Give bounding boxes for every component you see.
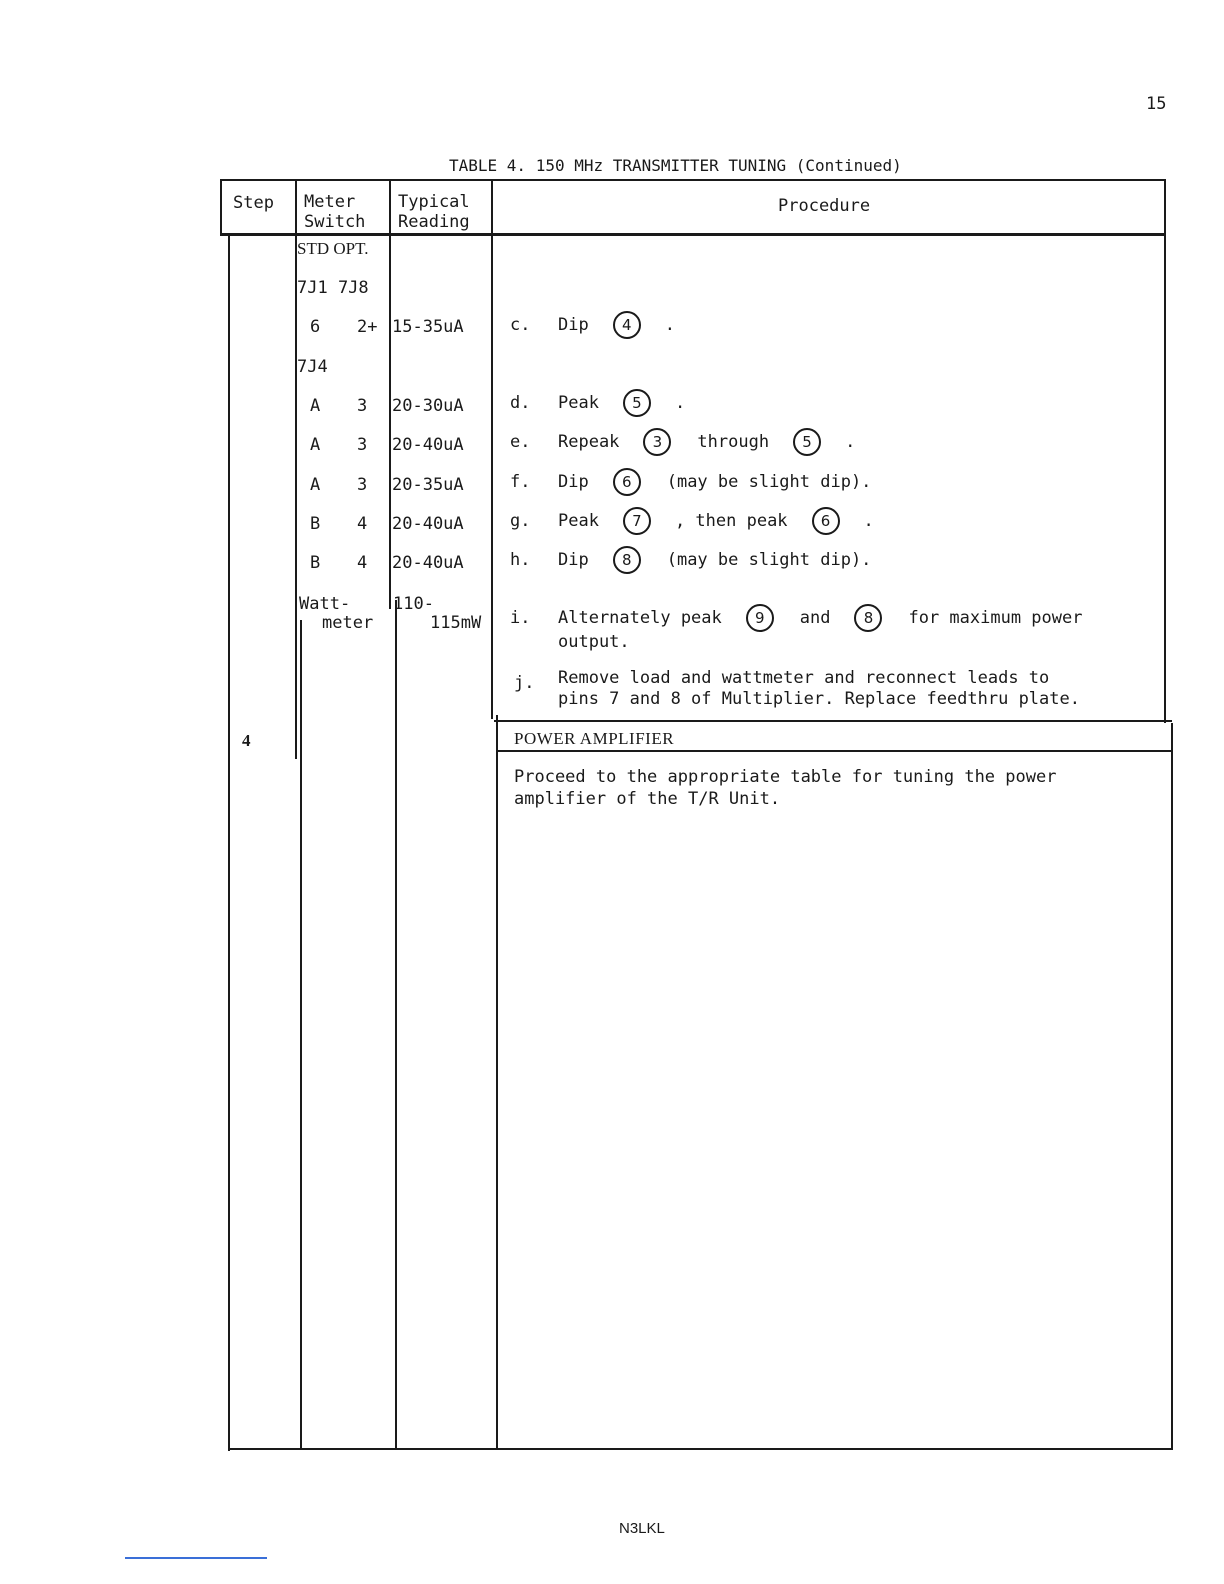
- header-switch: Switch: [304, 212, 366, 232]
- circled-7-icon: 7: [623, 507, 651, 535]
- switch-d-opt: 3: [357, 396, 368, 416]
- footer-id: N3LKL: [619, 1520, 665, 1537]
- table-border-bottom: [228, 1448, 1173, 1450]
- wattmeter-label-1: Watt-: [299, 594, 351, 614]
- step-number: 4: [242, 731, 251, 750]
- header-typical: Typical: [398, 192, 470, 212]
- procedure-i-line2: output.: [558, 632, 630, 652]
- letter-d: d.: [510, 393, 531, 413]
- header-procedure: Procedure: [778, 196, 871, 216]
- reading-h: 20-40uA: [392, 553, 464, 573]
- col-divider-meter: [389, 179, 391, 609]
- reading-i-2: 115mW: [430, 613, 482, 633]
- reading-f: 20-35uA: [392, 475, 464, 495]
- procedure-e: [510, 428, 855, 456]
- jack-label-7j4: 7J4: [297, 357, 328, 377]
- switch-c-opt: 2+: [357, 317, 378, 337]
- proc-h-text-2: (may be slight dip).: [666, 550, 872, 570]
- circled-3-icon: 3: [643, 428, 671, 456]
- proc-i-text-1: Alternately peak: [558, 608, 722, 628]
- proc-d-text-1: Peak: [558, 393, 599, 413]
- table-border-right: [1164, 179, 1166, 723]
- switch-f-std: A: [310, 475, 321, 495]
- col-divider-step-lower: [300, 620, 302, 1450]
- col-divider-reading: [491, 179, 493, 719]
- blue-underline-mark: [125, 1557, 267, 1559]
- letter-h: h.: [510, 550, 531, 570]
- letter-j: j.: [514, 673, 535, 693]
- circled-8-icon: 8: [854, 604, 882, 632]
- proc-g-text-1: Peak: [558, 511, 599, 531]
- procedure-j-line2: pins 7 and 8 of Multiplier. Replace feedthru plate.: [558, 689, 1080, 709]
- procedure-d: [510, 389, 685, 417]
- switch-c-std: 6: [310, 317, 321, 337]
- header-divider: [220, 233, 1166, 236]
- power-amplifier-heading: POWER AMPLIFIER: [514, 729, 675, 748]
- jack-label-7j1-7j8: 7J1 7J8: [297, 278, 369, 298]
- letter-i: i.: [510, 608, 531, 628]
- switch-e-opt: 3: [357, 435, 368, 455]
- letter-c: c.: [510, 315, 531, 335]
- power-amplifier-text: Proceed to the appropriate table for tuning the power amplifier of the T/R Unit.: [514, 767, 1057, 809]
- switch-e-std: A: [310, 435, 321, 455]
- switch-h-opt: 4: [357, 553, 368, 573]
- table-border-top: [220, 179, 1166, 181]
- letter-f: f.: [510, 472, 531, 492]
- procedure-g: [510, 507, 874, 535]
- proc-f-text-2: (may be slight dip).: [666, 472, 872, 492]
- procedure-i: [510, 604, 1082, 632]
- switch-g-std: B: [310, 514, 321, 534]
- reading-g: 20-40uA: [392, 514, 464, 534]
- proc-i-text-2: and: [799, 608, 831, 628]
- header-meter: Meter: [304, 192, 356, 212]
- proc-e-text-1: Repeak: [558, 432, 620, 452]
- proc-f-text-1: Dip: [558, 472, 589, 492]
- procedure-j-line1: Remove load and wattmeter and reconnect leads to: [558, 668, 1050, 688]
- std-opt-label: STD OPT.: [297, 239, 369, 258]
- circled-8-icon: 8: [613, 546, 641, 574]
- proc-i-text-3: for maximum power: [908, 608, 1083, 628]
- pa-divider-bottom: [496, 750, 1172, 752]
- switch-h-std: B: [310, 553, 321, 573]
- reading-e: 20-40uA: [392, 435, 464, 455]
- proc-c-text-2: .: [664, 315, 675, 335]
- switch-d-std: A: [310, 396, 321, 416]
- circled-5-icon: 5: [623, 389, 651, 417]
- proc-d-text-2: .: [674, 393, 686, 413]
- switch-g-opt: 4: [357, 514, 368, 534]
- proc-g-text-2: , then peak: [674, 511, 788, 531]
- proc-h-text-1: Dip: [558, 550, 589, 570]
- circled-6-icon: 6: [812, 507, 840, 535]
- proc-c-text-1: Dip: [558, 315, 589, 335]
- page-number: 15: [1146, 94, 1167, 114]
- proc-e-text-3: .: [845, 432, 856, 452]
- table-border-left: [220, 179, 222, 236]
- switch-f-opt: 3: [357, 475, 368, 495]
- procedure-f: [510, 468, 871, 496]
- letter-g: g.: [510, 511, 531, 531]
- table-border-right-lower: [1171, 723, 1173, 1450]
- procedure-h: [510, 546, 871, 574]
- wattmeter-label-2: meter: [322, 613, 374, 633]
- circled-5-icon: 5: [793, 428, 821, 456]
- col-divider-meter-lower: [395, 600, 397, 1450]
- reading-d: 20-30uA: [392, 396, 464, 416]
- table-title: TABLE 4. 150 MHz TRANSMITTER TUNING (Continued): [449, 156, 902, 175]
- circled-9-icon: 9: [746, 604, 774, 632]
- letter-e: e.: [510, 432, 531, 452]
- procedure-c: [510, 311, 675, 339]
- reading-i-1: 110-: [393, 594, 434, 614]
- reading-c: 15-35uA: [392, 317, 464, 337]
- header-step: Step: [233, 193, 274, 213]
- col-divider-reading-lower: [496, 715, 498, 1450]
- col-divider-step: [295, 179, 297, 759]
- proc-e-text-2: through: [697, 432, 770, 452]
- proc-g-text-3: .: [863, 511, 874, 531]
- circled-6-icon: 6: [613, 468, 641, 496]
- table-border-left-lower: [228, 236, 230, 1451]
- pa-divider-top: [494, 720, 1172, 722]
- header-reading: Reading: [398, 212, 470, 232]
- circled-4-icon: 4: [613, 311, 641, 339]
